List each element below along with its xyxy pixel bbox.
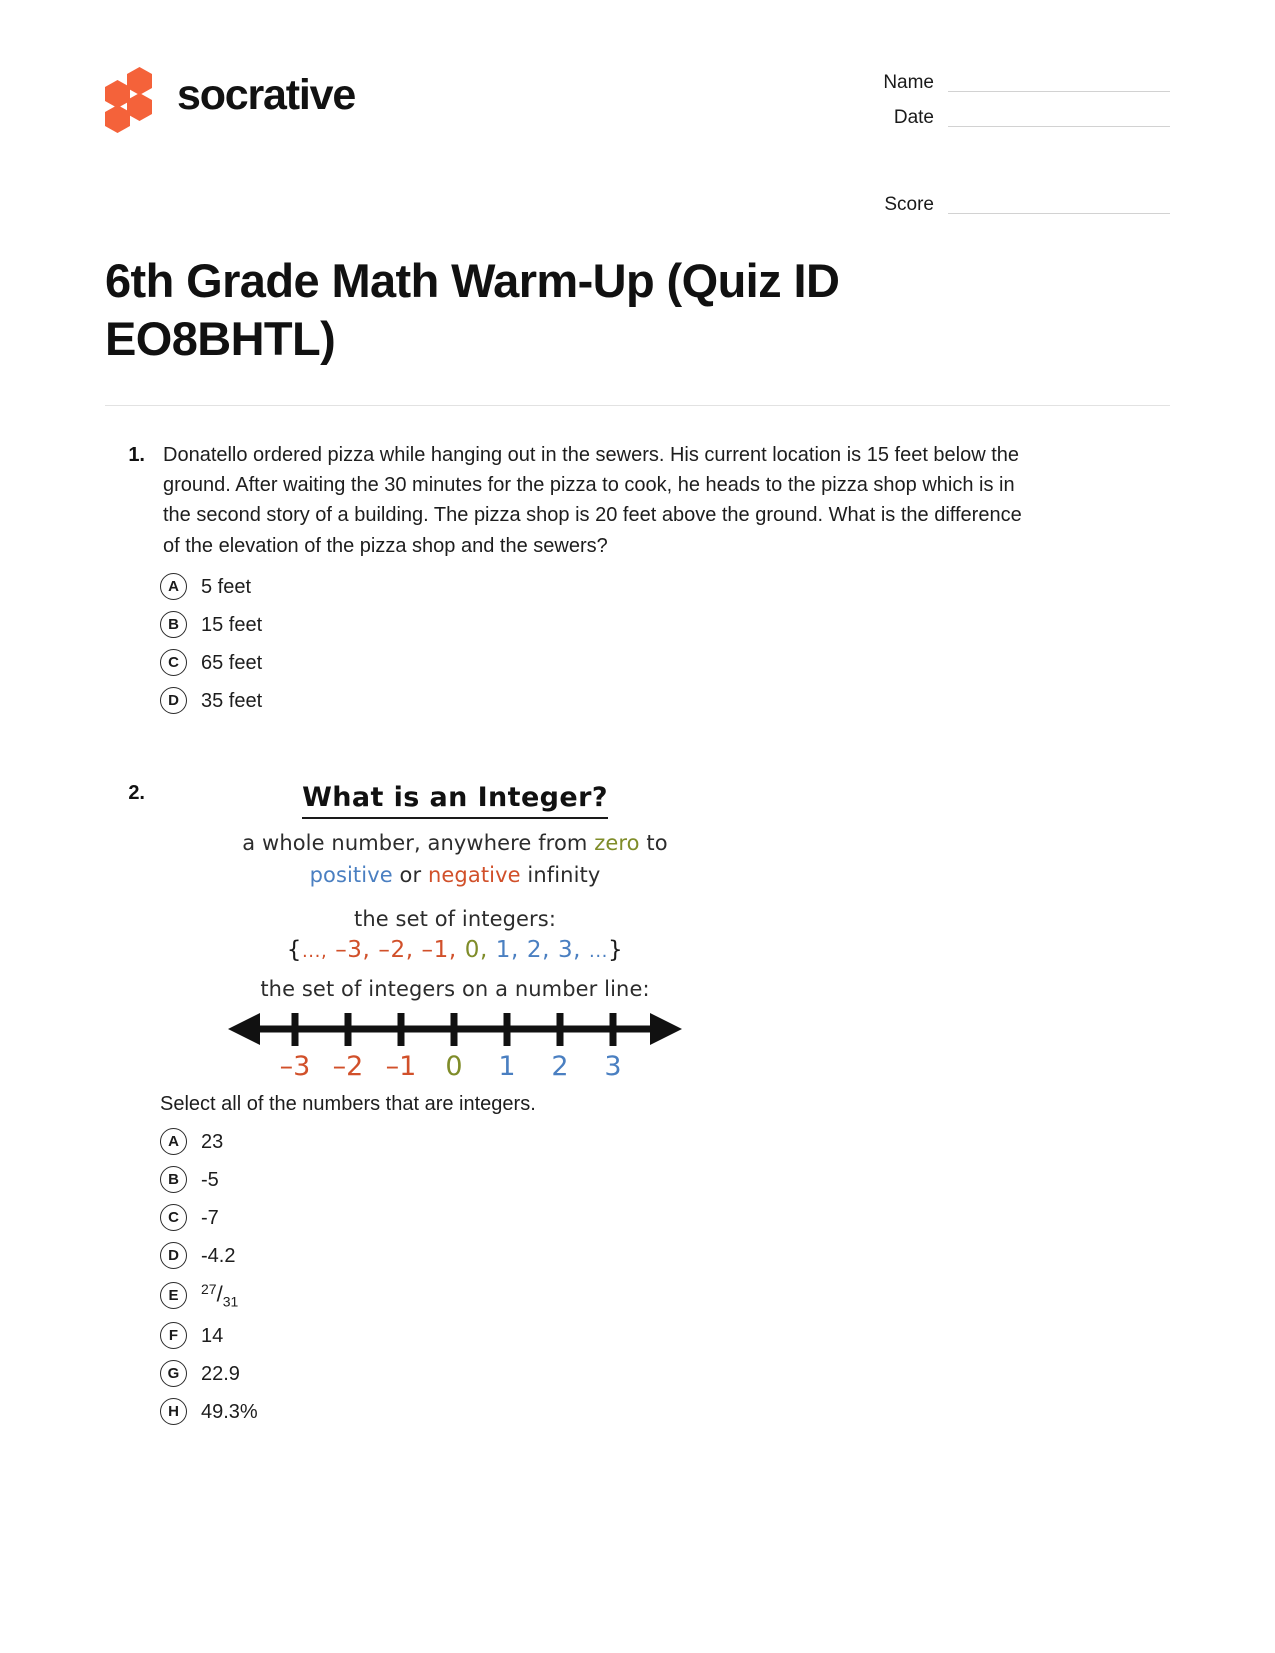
fraction-slash: /	[216, 1282, 223, 1308]
tick-label-neg-1: –1	[385, 1051, 417, 1083]
option-d[interactable]	[105, 1242, 1170, 1269]
tick-label-neg-3: –3	[279, 1051, 311, 1083]
page-title: 6th Grade Math Warm-Up (Quiz ID EO8BHTL)	[105, 254, 840, 366]
page-header	[0, 0, 1275, 230]
name-label: Name	[883, 72, 934, 93]
option-h[interactable]	[105, 1398, 1170, 1425]
integer-graphic-title: What is an Integer?	[302, 782, 608, 819]
student-info-block	[840, 55, 1170, 230]
definition-part-3: infinity	[520, 862, 601, 887]
set-of-integers-notation	[205, 937, 705, 963]
option-label-d: -4.2	[201, 1244, 236, 1267]
option-c[interactable]	[105, 1204, 1170, 1231]
question-1-text: Donatello ordered pizza while hanging out in the sewers. His current location is 15 feet below the ground. After waiting the 30 minutes for the pizza to cook, he heads to the pizza shop which is in the second story of a building. The pizza shop is 20 feet above the ground. What is the difference of the elevation of the pizza shop and the sewers?	[163, 443, 1022, 557]
date-row	[840, 108, 1170, 127]
option-d[interactable]	[105, 687, 1170, 714]
number-line-diagram	[205, 1005, 705, 1083]
option-label-f: 14	[201, 1324, 224, 1347]
socrative-logo	[105, 67, 355, 123]
set-trail-ellipsis: ...	[589, 941, 608, 963]
set-lead-ellipsis: ...,	[301, 941, 328, 963]
option-bubble-c[interactable]: C	[160, 649, 187, 676]
option-b[interactable]	[105, 1166, 1170, 1193]
option-g[interactable]	[105, 1360, 1170, 1387]
brand-name: socrative	[177, 70, 356, 119]
tick-label-pos-1: 1	[498, 1051, 516, 1083]
integer-definition-graphic	[205, 778, 705, 1083]
header-divider	[105, 405, 1170, 406]
set-open-brace: {	[286, 937, 302, 964]
question-1-options	[105, 573, 1170, 714]
fraction-numerator: 27	[201, 1281, 217, 1298]
option-a[interactable]	[105, 1128, 1170, 1155]
number-line-label: the set of integers on a number line:	[260, 977, 650, 1002]
definition-negative-word: negative	[427, 862, 521, 887]
option-bubble-b[interactable]: B	[160, 611, 187, 638]
option-bubble-h[interactable]: H	[160, 1398, 187, 1425]
score-row	[840, 195, 1170, 214]
question-2-prompt: Select all of the numbers that are integers.	[160, 1093, 536, 1116]
definition-zero-word: zero	[594, 831, 640, 856]
option-label-c: -7	[201, 1206, 219, 1229]
option-label-a: 23	[201, 1130, 224, 1153]
set-neg-1: –1,	[421, 937, 457, 964]
definition-part-2: to	[639, 831, 668, 856]
score-label: Score	[884, 194, 934, 215]
option-bubble-f[interactable]: F	[160, 1322, 187, 1349]
option-label-e	[201, 1280, 238, 1311]
fraction-denominator: 31	[222, 1294, 239, 1311]
tick-label-neg-2: –2	[332, 1051, 364, 1083]
option-label-g: 22.9	[201, 1362, 240, 1385]
option-bubble-b[interactable]: B	[160, 1166, 187, 1193]
definition-part-1: a whole number, anywhere from	[242, 831, 595, 856]
option-label-a: 5 feet	[201, 575, 252, 598]
option-bubble-g[interactable]: G	[160, 1360, 187, 1387]
set-pos-3: 3,	[557, 937, 582, 964]
option-bubble-d[interactable]: D	[160, 1242, 187, 1269]
option-bubble-a[interactable]: A	[160, 1128, 187, 1155]
option-bubble-e[interactable]: E	[160, 1282, 187, 1309]
option-f[interactable]	[105, 1322, 1170, 1349]
questions-list	[0, 440, 1275, 1426]
option-bubble-d[interactable]: D	[160, 687, 187, 714]
option-label-b: -5	[201, 1168, 219, 1191]
set-neg-2: –2,	[378, 937, 414, 964]
set-pos-2: 2,	[526, 937, 551, 964]
option-label-c: 65 feet	[201, 651, 263, 674]
set-zero: 0,	[464, 937, 488, 964]
option-c[interactable]	[105, 649, 1170, 676]
score-write-line[interactable]	[948, 198, 1170, 214]
definition-or-word: or	[392, 862, 428, 887]
set-pos-1: 1,	[495, 937, 519, 964]
option-bubble-a[interactable]: A	[160, 573, 187, 600]
socrative-hexagon-icon	[105, 67, 159, 123]
question-2-options	[105, 1128, 1170, 1425]
question-1-number: 1.	[128, 443, 145, 466]
date-write-line[interactable]	[948, 111, 1170, 127]
question-2-number: 2.	[128, 782, 145, 805]
definition-positive-word: positive	[309, 862, 393, 887]
integer-definition-line	[205, 828, 705, 891]
option-a[interactable]	[105, 573, 1170, 600]
tick-label-pos-2: 2	[551, 1051, 569, 1083]
title-block	[0, 230, 1275, 369]
question-1	[105, 440, 1170, 715]
question-2	[105, 778, 1170, 1425]
tick-label-pos-3: 3	[604, 1051, 622, 1083]
set-of-integers-label: the set of integers:	[353, 907, 557, 932]
option-bubble-c[interactable]: C	[160, 1204, 187, 1231]
option-b[interactable]	[105, 611, 1170, 638]
name-row	[840, 73, 1170, 92]
set-neg-3: –3,	[335, 937, 371, 964]
option-e[interactable]	[105, 1280, 1170, 1311]
number-line-svg	[220, 1005, 690, 1083]
option-label-h: 49.3%	[201, 1400, 258, 1423]
option-label-d: 35 feet	[201, 689, 263, 712]
set-close-brace: }	[608, 937, 624, 964]
option-label-b: 15 feet	[201, 613, 263, 636]
tick-label-zero: 0	[445, 1051, 463, 1083]
name-write-line[interactable]	[948, 76, 1170, 92]
date-label: Date	[893, 107, 934, 128]
